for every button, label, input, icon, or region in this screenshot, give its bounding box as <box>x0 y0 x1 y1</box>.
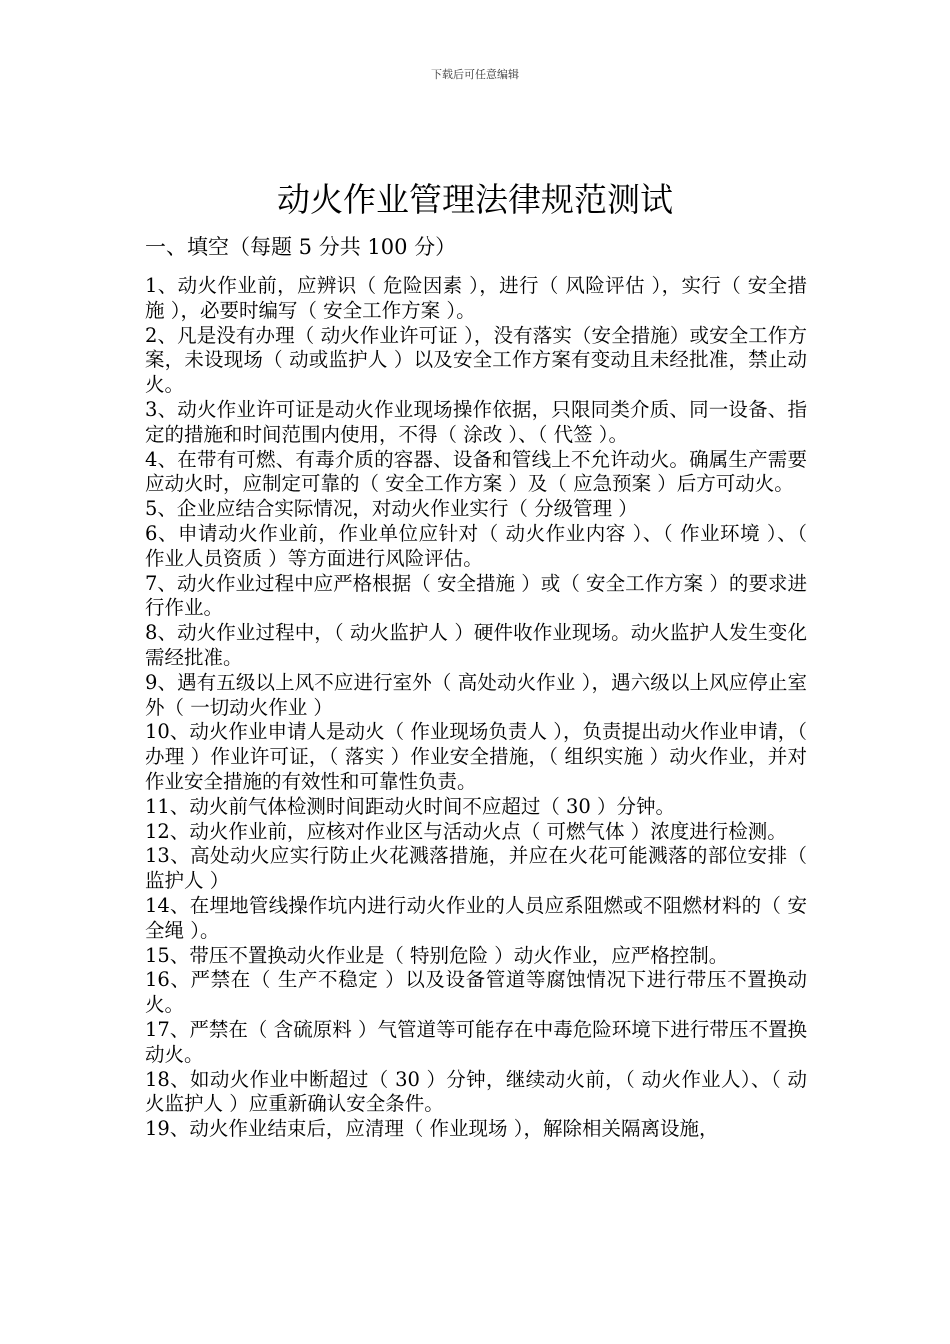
question-item: 15、带压不置换动火作业是（ 特别危险 ）动火作业，应严格控制。 <box>145 943 729 967</box>
question-item: 12、动火作业前，应核对作业区与活动火点（ 可燃气体 ）浓度进行检测。 <box>145 819 787 843</box>
question-item: 5、企业应结合实际情况，对动火作业实行（ 分级管理 ） <box>145 497 638 521</box>
question-item: 8、动火作业过程中，（ 动火监护人 ）硬件收作业现场。动火监护人发生变化需经批准。 <box>145 621 807 669</box>
question-item: 7、动火作业过程中应严格根据（ 安全措施 ）或（ 安全工作方案 ）的要求进行作业。 <box>145 571 807 620</box>
question-item: 18、如动火作业中断超过（ 30 ）分钟，继续动火前，（ 动火作业人）、（ 动火监护人 ）应重新确认安全条件。 <box>145 1067 807 1116</box>
header-note: 下载后可任意编辑 <box>431 68 519 81</box>
question-item: 19、动火作业结束后，应清理（ 作业现场 ），解除相关隔离设施， <box>145 1117 719 1141</box>
question-list <box>145 274 807 1142</box>
question-item: 13、高处动火应实行防止火花溅落措施，并应在火花可能溅落的部位安排（ 监护人 ） <box>145 844 807 893</box>
question-item: 6、申请动火作业前，作业单位应针对（ 动火作业内容 ）、（ 作业环境 ）、（ 作业人员资质 ）等方面进行风险评估。 <box>145 521 807 570</box>
question-item: 16、严禁在（ 生产不稳定 ）以及设备管道等腐蚀情况下进行带压不置换动火。 <box>145 968 807 1017</box>
question-item: 3、动火作业许可证是动火作业现场操作依据，只限同类介质、同一设备、指定的措施和时间范围内使用，不得（ 涂改 ）、（ 代签 ）。 <box>145 397 807 446</box>
question-item: 14、在埋地管线操作坑内进行动火作业的人员应系阻燃或不阻燃材料的（ 安全绳 ）。 <box>145 893 807 942</box>
question-item: 10、动火作业申请人是动火（ 作业现场负责人 ），负责提出动火作业申请，（ 办理 ）作业许可证，（ 落实 ）作业安全措施，（ 组织实施 ）动火作业，并对作业安全措施的有效性和可靠性负责。 <box>145 720 807 793</box>
section-heading: 一、填空（每题 5 分共 100 分） <box>145 235 457 259</box>
question-item: 11、动火前气体检测时间距动火时间不应超过（ 30 ）分钟。 <box>145 794 676 818</box>
question-item: 4、在带有可燃、有毒介质的容器、设备和管线上不允许动火。确属生产需要应动火时，应制定可靠的（ 安全工作方案 ）及（ 应急预案 ）后方可动火。 <box>145 447 807 496</box>
question-item: 1、动火作业前，应辨识（ 危险因素 ），进行（ 风险评估 ），实行（ 安全措施 ），必要时编写（ 安全工作方案 ）。 <box>145 274 807 322</box>
question-item: 17、严禁在（ 含硫原料 ）气管道等可能存在中毒危险环境下进行带压不置换动火。 <box>145 1017 807 1066</box>
document-title: 动火作业管理法律规范测试 <box>277 180 673 219</box>
question-item: 9、遇有五级以上风不应进行室外（ 高处动火作业 ），遇六级以上风应停止室外（ 一切动火作业 ） <box>145 670 807 719</box>
question-item: 2、凡是没有办理（ 动火作业许可证 ），没有落实（安全措施）或安全工作方案，未设现场（ 动或监护人 ）以及安全工作方案有变动且未经批准，禁止动火。 <box>145 323 807 397</box>
